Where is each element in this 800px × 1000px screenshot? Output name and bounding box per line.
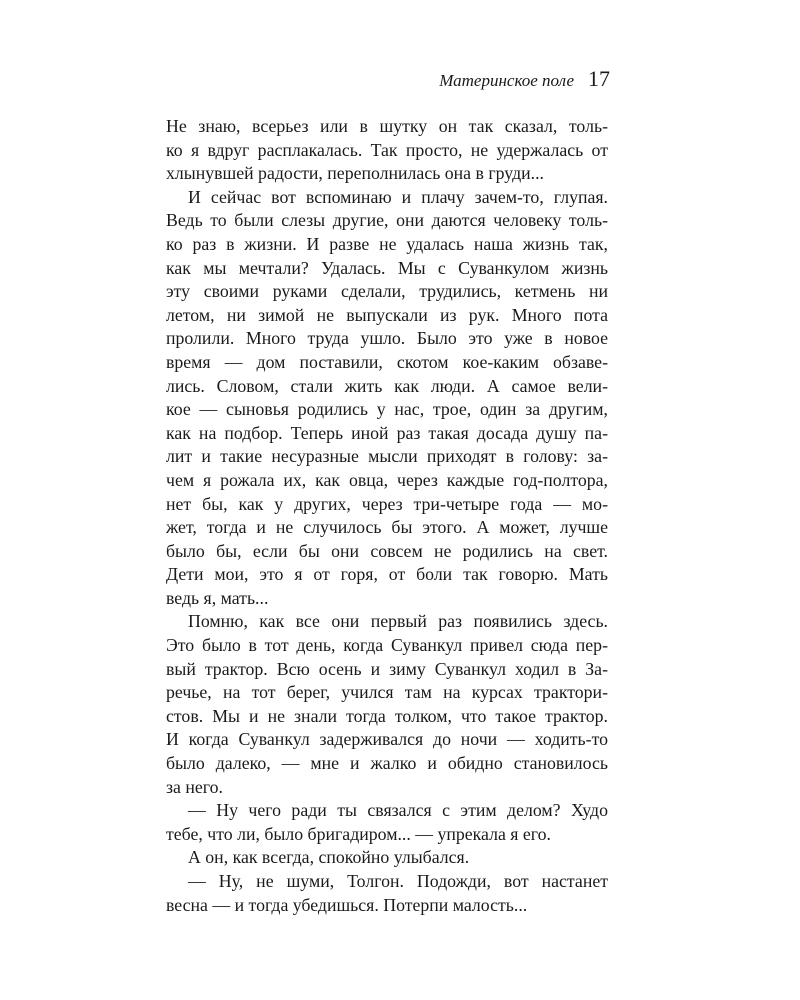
page-number: 17 (588, 66, 610, 91)
text-line: И сейчас вот вспоминаю и плачу зачем-то, глупая. (188, 186, 608, 207)
text-line: Дети мои, это я от горя, от боли так говорю. Мать (166, 564, 608, 585)
text-line: чем я рожала их, как овца, через каждые год-полтора, (166, 469, 608, 490)
text-line: кое — сыновья родились у нас, трое, один за другим, (166, 399, 608, 420)
text-line: Ведь то были слезы другие, они даются человеку толь- (166, 210, 608, 231)
text-line: летом, ни зимой не выпускали из рук. Много пота (166, 304, 608, 325)
text-line: Помню, как все они первый раз появились здесь. (188, 611, 608, 632)
running-title: Материнское поле (439, 71, 574, 90)
text-line: ко раз в жизни. И разве не удалась наша жизнь так, (166, 233, 608, 254)
text-line: весна — и тогда убедишься. Потерпи малость... (166, 894, 528, 915)
running-head (439, 66, 610, 92)
text-line: время — дом поставили, скотом кое-каким обзаве- (166, 351, 608, 372)
body-text (166, 115, 608, 917)
text-line: тебе, что ли, было бригадиром... — упрекала я его. (166, 823, 551, 844)
text-line: — Ну, не шуми, Толгон. Подожди, вот настанет (188, 871, 608, 891)
text-line: пролили. Много труда ушло. Было это уже в новое (166, 328, 608, 349)
text-line: как на подбор. Теперь иной раз такая досада душу па- (166, 422, 608, 443)
text-line: речье, на тот берег, учился там на курсах трактори- (166, 682, 608, 703)
text-line: А он, как всегда, спокойно улыбался. (188, 847, 470, 868)
text-line: — Ну чего ради ты связался с этим делом? Худо (188, 800, 608, 821)
text-line: лит и такие несуразные мысли приходят в голову: за- (166, 446, 608, 467)
text-line: ко я вдруг расплакалась. Так просто, не удержалась от (166, 139, 608, 160)
text-line: было далеко, — мне и жалко и обидно становилось (166, 753, 608, 774)
text-line: было бы, если бы они совсем не родились на свет. (166, 540, 608, 561)
text-line: как мы мечтали? Удалась. Мы с Суванкулом жизнь (166, 257, 608, 278)
text-line: жет, тогда и не случилось бы этого. А может, лучше (166, 517, 608, 538)
text-line: нет бы, как у других, через три-четыре года — мо- (166, 493, 608, 514)
text-line: ведь я, мать... (166, 587, 269, 608)
text-line: хлынувшей радости, переполнилась она в груди... (166, 163, 544, 184)
text-line: И когда Суванкул задерживался до ночи — ходить-то (166, 729, 608, 750)
text-line: за него. (166, 776, 223, 797)
text-line: эту своими руками сделали, трудились, кетмень ни (166, 281, 608, 302)
text-line: лись. Словом, стали жить как люди. А самое вели- (166, 375, 608, 396)
text-line: стов. Мы и не знали тогда толком, что такое трактор. (166, 705, 608, 726)
text-line: Это было в тот день, когда Суванкул привел сюда пер- (166, 635, 608, 656)
text-line: вый трактор. Всю осень и зиму Суванкул ходил в За- (166, 658, 608, 679)
text-line: Не знаю, всерьез или в шутку он так сказал, толь- (166, 116, 608, 136)
